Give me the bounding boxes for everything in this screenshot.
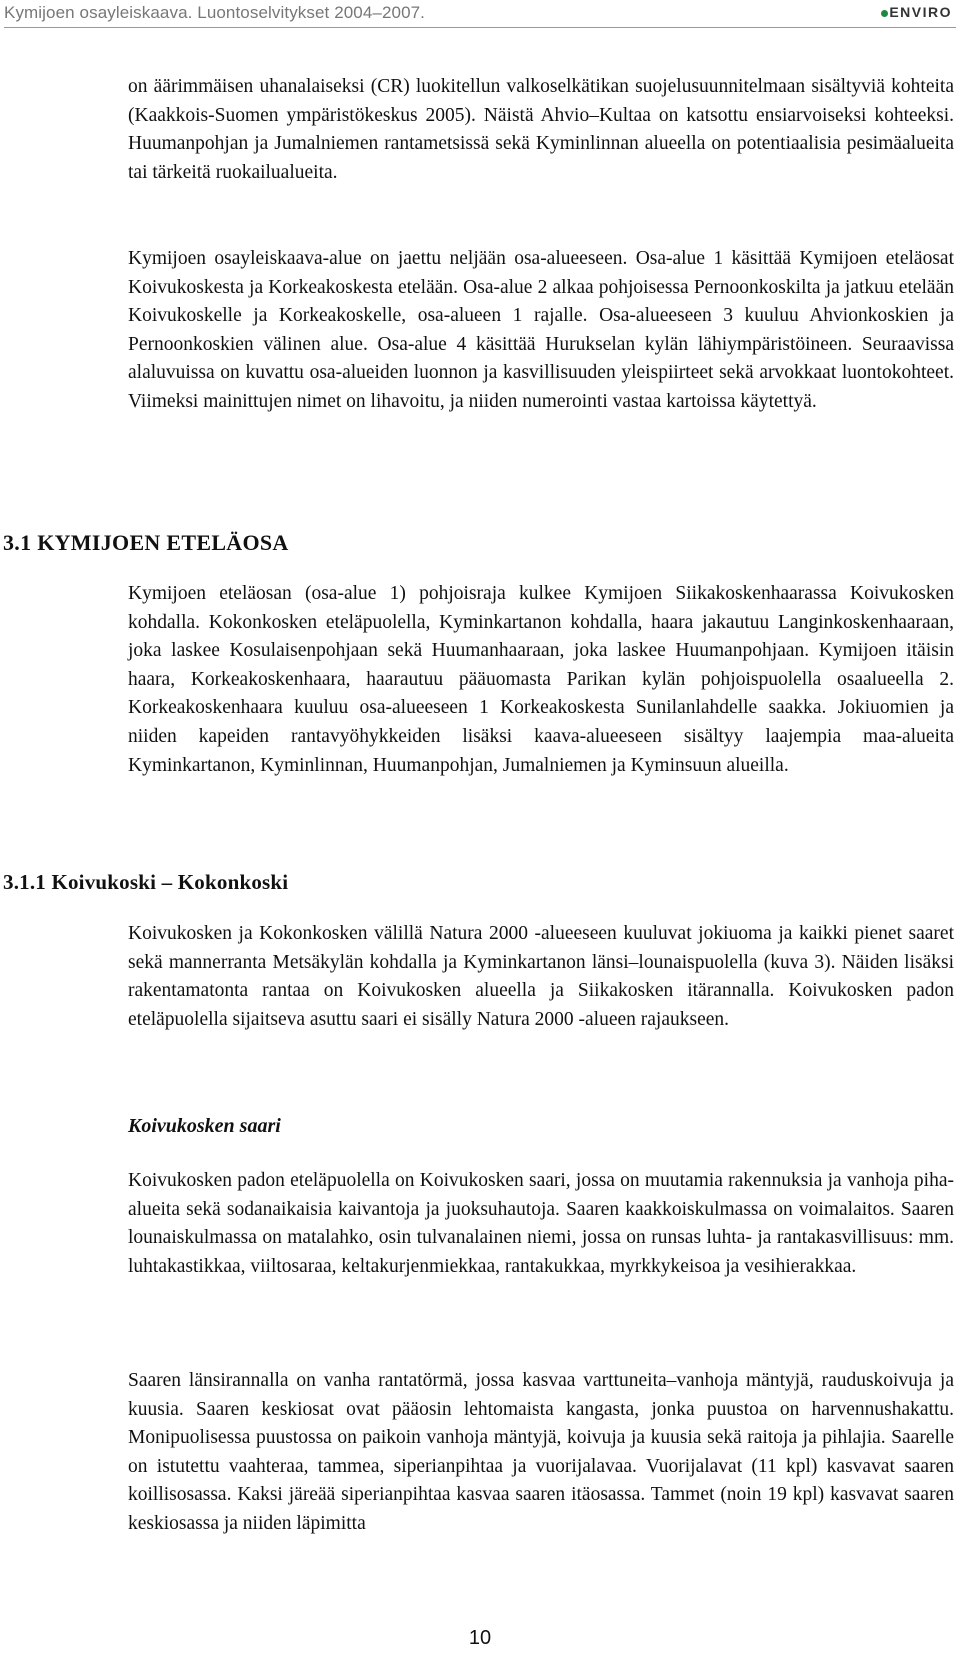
enviro-logo [881,4,952,20]
paragraph-southern-part: Kymijoen eteläosan (osa-alue 1) pohjoisraja kulkee Kymijoen Siikakoskenhaarassa Koivukosken kohdalla. Kokonkosken eteläpuolella, Kyminkartanon kohdalla, haara jakautuu Langinkoskenhaaraan, joka laskee Kosulaisenpohjaan sekä Huumanhaaraan, joka laskee Huumanpohjaan. Kymijoen itäisin haara, Korkeakoskenhaara, haarautuu pääuomasta Parikan kylän pohjoispuolella osaalueella 2. Korkeakoskenhaara kuuluu osa-alueeseen 1 Korkeakoskesta Sunilanlahdelle saakka. Jokiuomien ja niiden kapeiden rantavyöhykkeiden lisäksi kaava-alueeseen sisältyy laajempia maa-alueita Kyminkartanon, Kyminlinnan, Huumanpohjan, Jumalniemen ja Kyminsuun alueilla. [128,583,954,776]
logo-dot-icon [881,10,888,17]
subheading-koivukosken-saari: Koivukosken saari [128,1115,281,1137]
subsection-heading-3-1-1: 3.1.1 Koivukoski – Kokonkoski [3,870,289,894]
logo-text: ENVIRO [889,4,952,20]
header-title: Kymijoen osayleiskaava. Luontoselvitykset 2004–2007. [4,3,426,22]
header-divider [4,27,956,28]
page-number: 10 [468,1627,492,1649]
paragraph-island-trees: Saaren länsirannalla on vanha rantatörmä, jossa kasvaa varttuneita–vanhoja mäntyjä, rauduskoivuja ja kuusia. Saaren keskiosat ovat pääosin lehtomaista kangasta, jonka puustoa on harvennushakattu. Monipuolisessa puustossa on paikoin vanhoja mäntyjä, koivuja ja kuusia sekä raitoja ja pihlajia. Saarelle on istutettu vaahteraa, tammea, siperianpihtaa ja vuorijalavaa. Vuorijalavat (11 kpl) kasvavat saaren koillisosassa. Kaksi järeää siperianpihtaa kasvaa saaren itäosassa. Tammet (noin 19 kpl) kasvavat saaren keskiosassa ja niiden läpimitta [128,1370,954,1534]
section-heading-3-1: 3.1 KYMIJOEN ETELÄOSA [3,530,289,555]
paragraph-island: Koivukosken padon eteläpuolella on Koivukosken saari, jossa on muutamia rakennuksia ja vanhoja piha-alueita sekä sodanaikaisia kaivantoja ja juoksuhautoja. Saaren kaakkoiskulmassa on voimalaitos. Saaren lounaiskulmassa on matalahko, osin tulvanalainen niemi, jossa on runsas luhta- ja rantakasvillisuus: mm. luhtakastikkaa, viiltosaraa, keltakurjenmiekkaa, rantakukkaa, myrkkykeisoa ja vesihierakkaa. [128,1170,954,1277]
paragraph-subareas: Kymijoen osayleiskaava-alue on jaettu neljään osa-alueeseen. Osa-alue 1 käsittää Kymijoen eteläosat Koivukoskesta ja Korkeakoskesta etelään. Osa-alue 2 alkaa pohjoisessa Pernoonkoskilta ja jatkuu etelään Koivukoskelle ja Korkeakoskelle, osa-alueen 1 rajalle. Osa-alueeseen 3 kuuluu Ahvionkoskien ja Pernoonkoskien välinen alue. Osa-alue 4 käsittää Hurukselan kylän lähiympäristöineen. Seuraavissa alaluvuissa on kuvattu osa-alueiden luonnon ja kasvillisuuden yleispiirteet sekä arvokkaat luontokohteet. Viimeksi mainittujen nimet on lihavoitu, ja niiden numerointi vastaa kartoissa käytettyä. [128,248,954,412]
paragraph-natura: Koivukosken ja Kokonkosken välillä Natura 2000 -alueeseen kuuluvat jokiuoma ja kaikki pienet saaret sekä mannerranta Metsäkylän kohdalla ja Kyminkartanon länsi–lounaispuolella (kuva 3). Näiden lisäksi rakentamatonta rantaa on Koivukosken alueella ja Siikakosken itärannalla. Koivukosken padon eteläpuolella sijaitseva asuttu saari ei sisälly Natura 2000 -alueen rajaukseen. [128,923,954,1030]
page-header [0,0,960,30]
paragraph-intro: on äärimmäisen uhanalaiseksi (CR) luokitellun valkoselkätikan suojelusuunnitelmaan sisältyviä kohteita (Kaakkois-Suomen ympäristökeskus 2005). Näistä Ahvio–Kultaa on katsottu ensiarvoiseksi kohteeksi. Huumanpohjan ja Jumalniemen rantametsissä sekä Kyminlinnan alueella on potentiaalisia pesimäalueita tai tärkeitä ruokailualueita. [128,76,954,183]
